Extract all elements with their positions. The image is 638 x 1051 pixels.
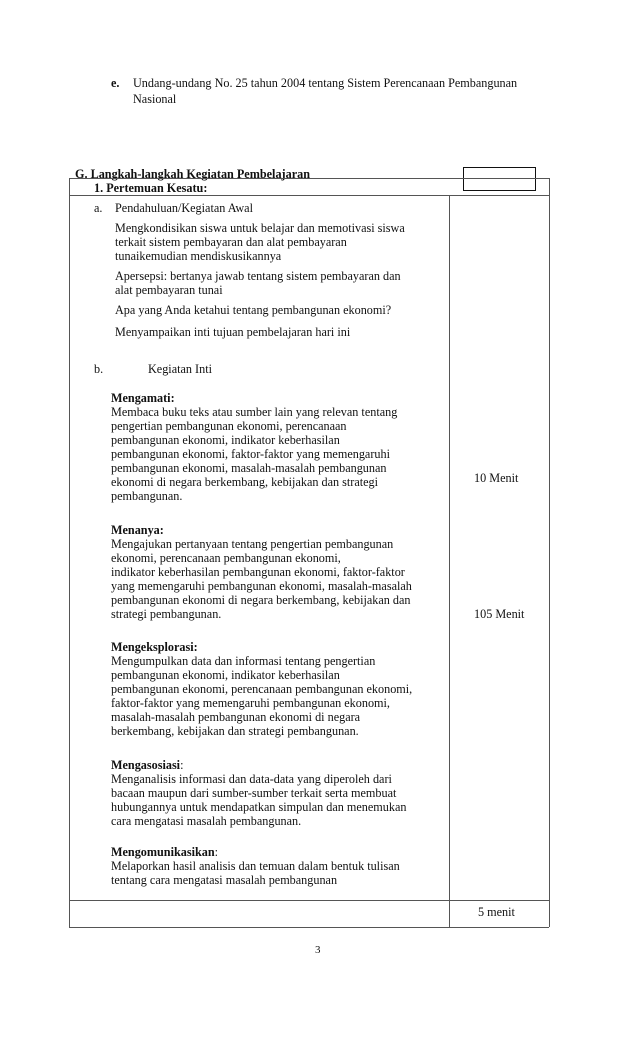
mengamati-line: ekonomi di negara berkembang, kebijakan dan strategi bbox=[111, 475, 379, 489]
mengomunikasikan-line: tentang cara mengatasi masalah pembangunan bbox=[111, 873, 338, 887]
mengamati-line: pembangunan ekonomi, masalah-masalah pembangunan bbox=[111, 461, 387, 475]
mengeksplorasi-line: pembangunan ekonomi, perencanaan pembangunan ekonomi, bbox=[111, 682, 413, 696]
mengamati-line: pembangunan. bbox=[111, 489, 183, 503]
mengamati-line: pengertian pembangunan ekonomi, perencanaan bbox=[111, 419, 347, 433]
mengasosiasi-title-wrap bbox=[111, 758, 183, 772]
mengamati-line: pembangunan ekonomi, faktor-faktor yang memengaruhi bbox=[111, 447, 390, 461]
mengomunikasikan-title: Mengomunikasikan bbox=[111, 845, 215, 859]
mengomunikasikan-colon: : bbox=[214, 845, 219, 859]
mengeksplorasi-line: Mengumpulkan data dan informasi tentang pengertian bbox=[111, 654, 376, 668]
intro-p2-line: Apersepsi: bertanya jawab tentang sistem pembayaran dan bbox=[115, 269, 401, 283]
table-right-border bbox=[549, 178, 550, 927]
reference-marker: e. bbox=[111, 76, 120, 90]
intro-p1-line: Mengkondisikan siswa untuk belajar dan memotivasi siswa bbox=[115, 221, 405, 235]
mengomunikasikan-line: Melaporkan hasil analisis dan temuan dalam bentuk tulisan bbox=[111, 859, 400, 873]
closing-time: 5 menit bbox=[478, 905, 515, 919]
table-column-divider bbox=[449, 195, 450, 927]
core-marker: b. bbox=[94, 362, 104, 376]
mengeksplorasi-title: Mengeksplorasi: bbox=[111, 640, 198, 654]
page-number: 3 bbox=[315, 944, 321, 956]
menanya-title: Menanya: bbox=[111, 523, 164, 537]
table-top-border bbox=[69, 178, 549, 179]
mengamati-line: pembangunan ekonomi, indikator keberhasilan bbox=[111, 433, 340, 447]
mengomunikasikan-title-wrap bbox=[111, 845, 218, 859]
menanya-line: yang memengaruhi pembangunan ekonomi, masalah-masalah bbox=[111, 579, 412, 593]
mengeksplorasi-line: masalah-masalah pembangunan ekonomi di negara bbox=[111, 710, 361, 724]
menanya-line: pembangunan ekonomi di negara berkembang, kebijakan dan bbox=[111, 593, 411, 607]
mengasosiasi-line: bacaan maupun dari sumber-sumber terkait serta membuat bbox=[111, 786, 397, 800]
intro-time: 10 Menit bbox=[474, 471, 519, 485]
intro-marker: a. bbox=[94, 201, 103, 215]
menanya-line: strategi pembangunan. bbox=[111, 607, 222, 621]
table-bottom-border bbox=[69, 927, 549, 928]
table-closing-divider bbox=[69, 900, 549, 901]
mengamati-line: Membaca buku teks atau sumber lain yang relevan tentang bbox=[111, 405, 398, 419]
mengasosiasi-line: hubungannya untuk mendapatkan simpulan dan menemukan bbox=[111, 800, 407, 814]
intro-p1-line: tunaikemudian mendiskusikannya bbox=[115, 249, 282, 263]
section-heading: G. Langkah-langkah Kegiatan Pembelajaran bbox=[75, 167, 310, 181]
core-time: 105 Menit bbox=[474, 607, 525, 621]
table-left-border bbox=[69, 178, 70, 927]
menanya-line: indikator keberhasilan pembangunan ekonomi, faktor-faktor bbox=[111, 565, 405, 579]
mengamati-title: Mengamati: bbox=[111, 391, 175, 405]
mengasosiasi-line: Menganalisis informasi dan data-data yang diperoleh dari bbox=[111, 772, 392, 786]
core-title: Kegiatan Inti bbox=[148, 362, 212, 376]
intro-title: Pendahuluan/Kegiatan Awal bbox=[115, 201, 253, 215]
mengeksplorasi-line: faktor-faktor yang memengaruhi pembangunan ekonomi, bbox=[111, 696, 390, 710]
meeting-title: 1. Pertemuan Kesatu: bbox=[94, 181, 208, 195]
menanya-line: Mengajukan pertanyaan tentang pengertian pembangunan bbox=[111, 537, 394, 551]
mengeksplorasi-line: pembangunan ekonomi, indikator keberhasilan bbox=[111, 668, 340, 682]
menanya-line: ekonomi, perencanaan pembangunan ekonomi, bbox=[111, 551, 341, 565]
mengasosiasi-colon: : bbox=[180, 758, 184, 772]
empty-label-box bbox=[463, 167, 536, 191]
reference-line-2: Nasional bbox=[133, 92, 177, 106]
mengeksplorasi-line: berkembang, kebijakan dan strategi pembangunan. bbox=[111, 724, 359, 738]
reference-line-1: Undang-undang No. 25 tahun 2004 tentang Sistem Perencanaan Pembangunan bbox=[133, 76, 518, 90]
intro-p1-line: terkait sistem pembayaran dan alat pembayaran bbox=[115, 235, 347, 249]
table-header-divider bbox=[69, 195, 549, 196]
intro-p4: Menyampaikan inti tujuan pembelajaran hari ini bbox=[115, 325, 351, 339]
mengasosiasi-title: Mengasosiasi bbox=[111, 758, 181, 772]
intro-p3: Apa yang Anda ketahui tentang pembangunan ekonomi? bbox=[115, 303, 392, 317]
intro-p2-line: alat pembayaran tunai bbox=[115, 283, 223, 297]
mengasosiasi-line: cara mengatasi masalah pembangunan. bbox=[111, 814, 302, 828]
